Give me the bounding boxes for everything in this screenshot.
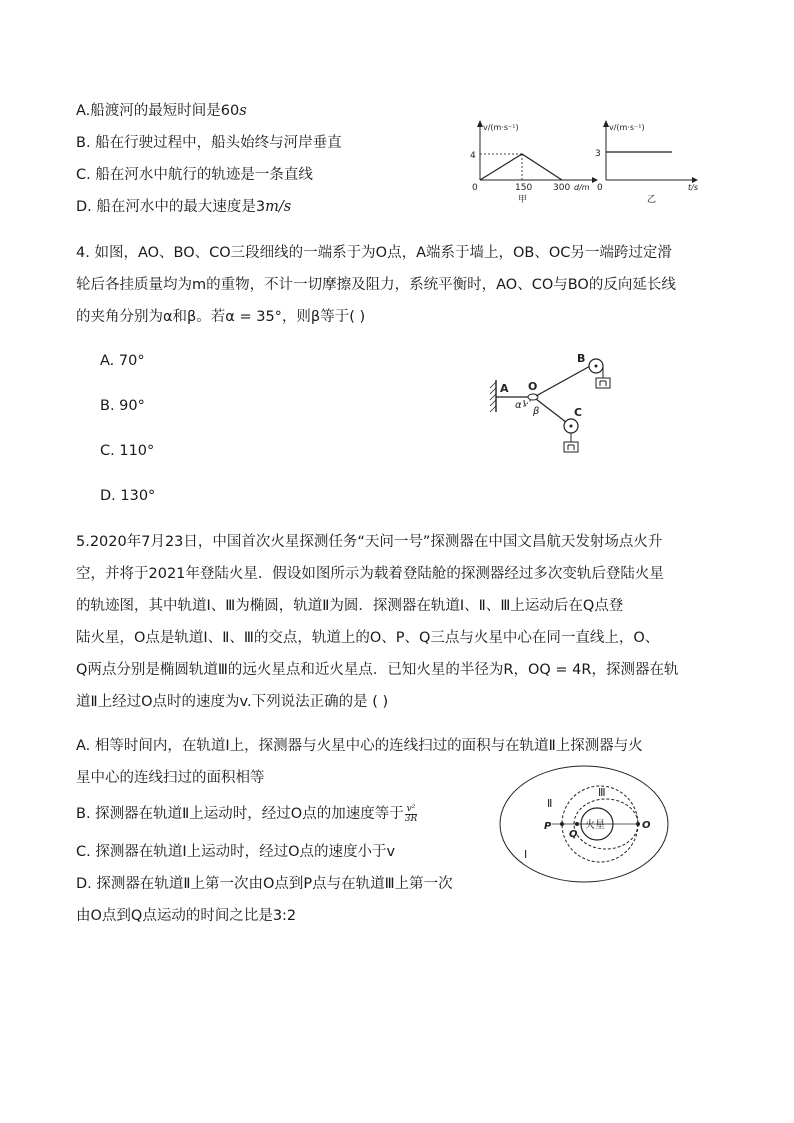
yi-origin: 0 xyxy=(597,183,603,193)
jia-x-label: d/m xyxy=(574,183,590,192)
label-alpha: α xyxy=(515,400,522,411)
q4-option-b: B. 90° xyxy=(100,398,145,414)
yi-y-tick: 3 xyxy=(595,149,601,159)
q5-stem-line-5: Q两点分别是椭圆轨道Ⅲ的远火星点和近火星点．已知火星的半径为R，OQ = 4R，探测器在轨 xyxy=(76,662,679,678)
q4-pulley-figure xyxy=(486,350,616,460)
q5-option-d-line-1: D. 探测器在轨道Ⅱ上第一次由O点到P点与在轨道Ⅲ上第一次 xyxy=(76,876,453,892)
yi-x-label: t/s xyxy=(688,183,698,192)
label-o: O xyxy=(642,820,651,831)
q5-stem-line-4: 陆火星，O点是轨道Ⅰ、Ⅱ、Ⅲ的交点，轨道上的O、P、Q三点与火星中心在同一直线上，O、 xyxy=(76,630,660,646)
q4-stem-line-3: 的夹角分别为α和β。若α = 35°，则β等于( ) xyxy=(76,309,366,325)
label-mars: 火星 xyxy=(585,820,605,831)
jia-origin: 0 xyxy=(472,183,478,193)
label-orbit-3: Ⅲ xyxy=(598,786,606,799)
label-orbit-1: Ⅰ xyxy=(524,848,528,861)
label-o: O xyxy=(528,380,538,393)
jia-caption: 甲 xyxy=(518,195,528,205)
label-b: B xyxy=(577,352,586,365)
figure-jia-graph xyxy=(470,118,600,213)
q4-stem-line-1: 4. 如图，AO、BO、CO三段细线的一端系于为O点，A端系于墙上，OB、OC另一端跨过定滑 xyxy=(76,245,672,261)
q3-option-b: B. 船在行驶过程中，船头始终与河岸垂直 xyxy=(76,135,342,151)
label-beta: β xyxy=(533,406,540,417)
q5-stem-line-2: 空，并将于2021年登陆火星．假设如图所示为载着登陆舱的探测器经过多次变轨后登陆火星 xyxy=(76,566,664,582)
q5-orbit-figure xyxy=(496,764,728,900)
q3-option-c: C. 船在河水中航行的轨迹是一条直线 xyxy=(76,167,313,183)
q5-stem-line-3: 的轨迹图，其中轨道Ⅰ、Ⅲ为椭圆，轨道Ⅱ为圆．探测器在轨道Ⅰ、Ⅱ、Ⅲ上运动后在Q点登 xyxy=(76,598,624,614)
q5-stem-line-6: 道Ⅱ上经过O点时的速度为v.下列说法正确的是 ( ) xyxy=(76,694,389,710)
q3-option-d: D. 船在河水中的最大速度是3m/s xyxy=(76,199,292,215)
q5-option-b: B. 探测器在轨道Ⅱ上运动时，经过O点的加速度等于 $\frac{\text{v²}}{3R}$ xyxy=(76,803,418,824)
label-p: P xyxy=(544,821,552,832)
jia-y-label: v/(m·s⁻¹) xyxy=(483,123,519,132)
q4-option-a: A. 70° xyxy=(100,353,145,369)
q5-option-a-line-2: 星中心的连线扫过的面积相等 xyxy=(76,770,265,786)
fraction: $\frac{\text{v²}}{3R}$ xyxy=(404,803,418,824)
q5-stem-line-1: 5.2020年7月23日，中国首次火星探测任务“天问一号”探测器在中国文昌航天发射场点火升 xyxy=(76,534,663,550)
q5-option-c: C. 探测器在轨道Ⅰ上运动时，经过O点的速度小于v xyxy=(76,844,396,860)
label-a: A xyxy=(500,382,509,395)
q5-option-a-line-1: A. 相等时间内，在轨道Ⅰ上，探测器与火星中心的连线扫过的面积与在轨道Ⅱ上探测器与火 xyxy=(76,738,643,754)
yi-y-label: v/(m·s⁻¹) xyxy=(609,123,645,132)
label-orbit-2: Ⅱ xyxy=(547,797,553,810)
jia-x-tick-300: 300 xyxy=(553,183,571,193)
q4-option-d: D. 130° xyxy=(100,488,156,504)
jia-x-tick-150: 150 xyxy=(515,183,533,193)
yi-caption: 乙 xyxy=(647,195,657,205)
label-q: Q xyxy=(569,829,578,840)
q4-stem-line-2: 轮后各挂质量均为m的重物，不计一切摩擦及阻力，系统平衡时，AO、CO与BO的反向延长线 xyxy=(76,277,676,293)
label-c: C xyxy=(574,406,583,419)
q3-option-a: A.船渡河的最短时间是60s xyxy=(76,103,247,119)
q5-option-d-line-2: 由O点到Q点运动的时间之比是3:2 xyxy=(76,908,297,924)
q4-option-c: C. 110° xyxy=(100,443,155,459)
figure-yi-graph xyxy=(592,118,704,213)
jia-y-tick: 4 xyxy=(470,151,476,161)
